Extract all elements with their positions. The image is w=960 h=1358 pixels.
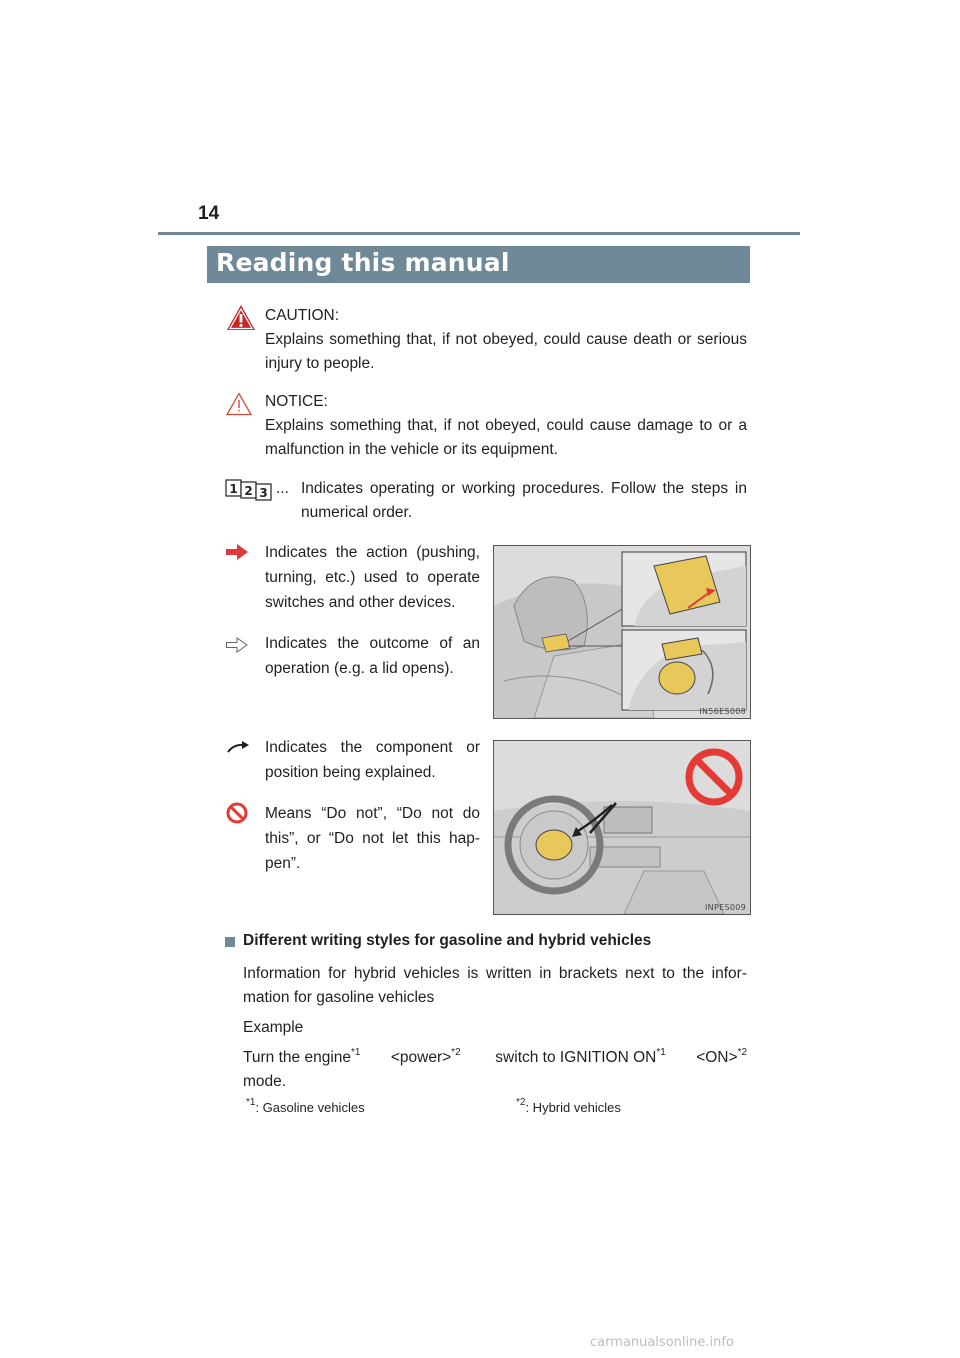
step-digit: 1 [229,482,238,496]
footnote-ref: *2 [451,1047,461,1058]
notice-title: NOTICE: [265,393,328,410]
writing-styles-heading: Different writing styles for gasoline and hybrid vehicles [243,932,652,949]
steps-description: Indicates operating or working procedures. Follow the steps in numerical order. [301,480,747,521]
figure-dashboard-prohibition [493,740,751,915]
step-digit: 3 [259,486,268,500]
footnote-mark: *2 [516,1097,526,1108]
caution-description: Explains something that, if not obeyed, could cause death or serious injury to people. [265,331,747,372]
prohibition-description: Means “Do not”, “Do not do this”, or “Do not let this hap-pen”. [265,805,480,872]
notice-icon [226,392,252,416]
example-sentence [243,1046,747,1070]
figure-code: INPES009 [705,903,746,912]
action-description: Indicates the action (pushing, turning, etc.) used to operate switches and other devices. [265,544,480,611]
example-text-on: <ON>$^{*2}$ [696,1047,747,1066]
footnote-mark: *1 [246,1097,256,1108]
bullet-square-icon [225,937,235,947]
watermark: carmanualsonline.info [590,1335,734,1350]
steps-icon [225,478,275,502]
example-text-mode: mode. [243,1073,287,1090]
action-arrow-icon [226,544,248,560]
steps-dots: ... [276,480,289,497]
outcome-arrow-icon [226,637,248,653]
caution-icon [226,304,256,331]
example-text-ignition: switch to IGNITION ON$^{*1}$ [491,1047,666,1066]
notice-description: Explains something that, if not obeyed, could cause damage to or a malfunction in the vehicle or its equipment. [265,417,747,458]
example-text-engine: Turn the engine$^{*1}$ [243,1047,361,1066]
caution-title: CAUTION: [265,307,340,324]
footnote-hybrid: $^{*2}$: Hybrid vehicles [516,1097,621,1115]
page-number: 14 [198,203,220,224]
example-label: Example [243,1019,304,1036]
component-pointer-icon [226,740,250,754]
example-text-power: <power>$^{*2}$ [390,1047,461,1066]
footnote-ref: *1 [351,1047,361,1058]
figure-code: IN56ES008 [699,707,746,716]
outcome-description: Indicates the outcome of an operation (e.g. a lid opens). [265,635,480,677]
section-title: Reading this manual [216,248,510,277]
figure-console-lid [493,545,751,719]
footnote-ref: *1 [656,1047,666,1058]
footnote-ref: *2 [737,1047,747,1058]
prohibition-icon [226,802,248,824]
footnote-gasoline: $^{*1}$: Gasoline vehicles [246,1097,365,1115]
component-description: Indicates the component or position being explained. [265,739,480,781]
step-digit: 2 [244,484,253,498]
header-rule [158,232,800,235]
writing-styles-body: Information for hybrid vehicles is written in brackets next to the infor-mation for gasoline vehicles [243,965,747,1006]
